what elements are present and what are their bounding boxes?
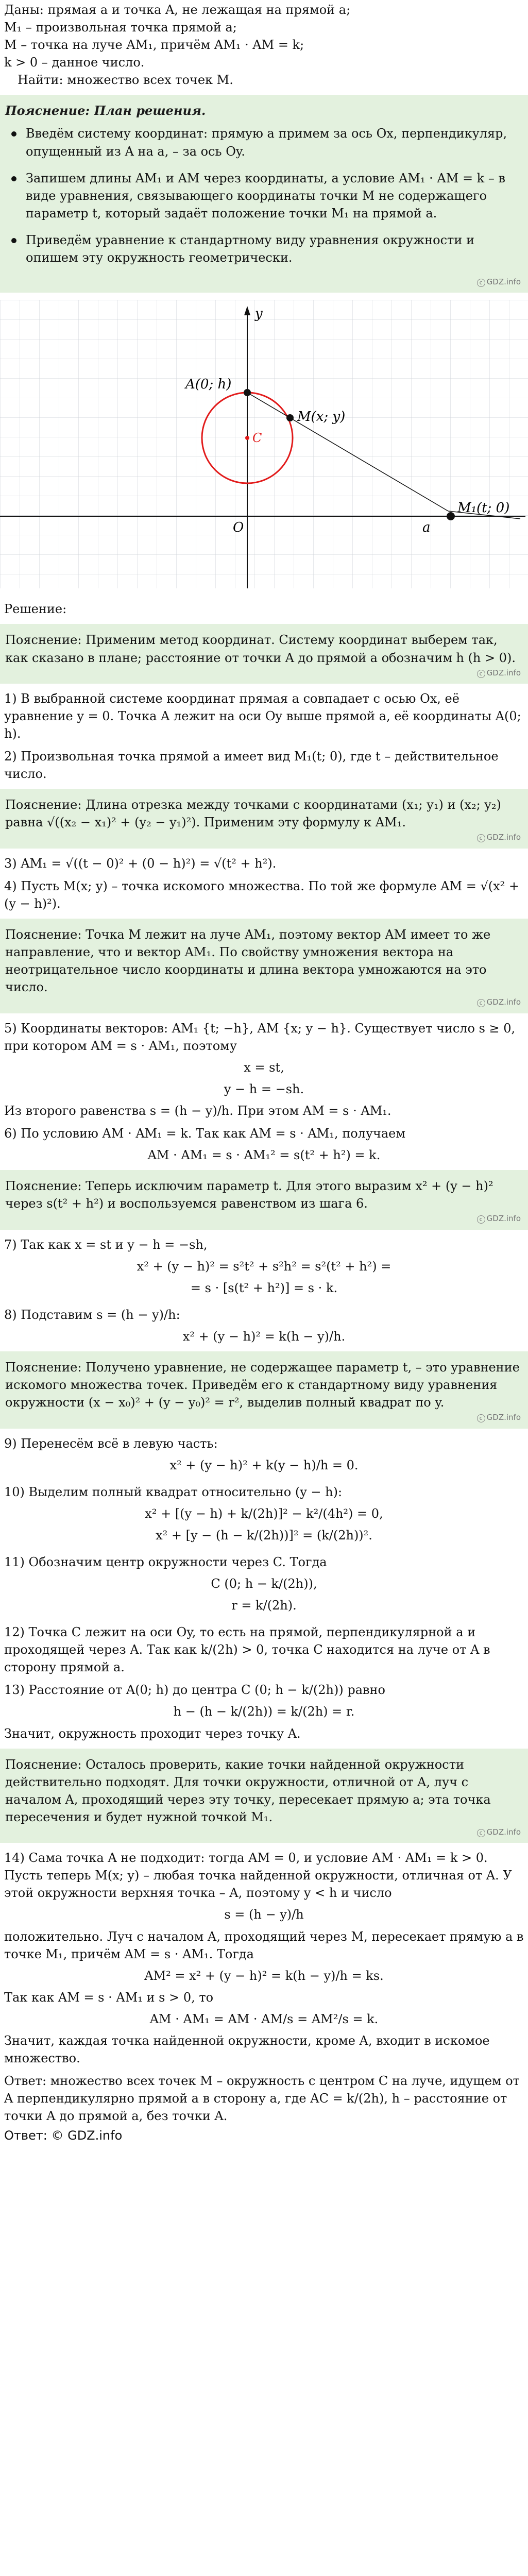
label-y: y	[255, 306, 263, 322]
label-m: M(x; y)	[297, 409, 346, 425]
step-14-e: Значит, каждая точка найденной окружности, кроме A, входит в искомое множество.	[4, 2033, 490, 2066]
gdz-watermark: c GDZ.info	[5, 831, 523, 845]
step-5: 5) Координаты векторов: AM₁ {t; −h}, AM {x; y − h}. Существует число s ≥ 0, при котором AM = s · AM₁, поэтому	[4, 1021, 516, 1053]
explanation-box-5	[0, 1351, 528, 1429]
explanation-4-text: Пояснение: Теперь исключим параметр t. Для этого выразим x² + (y − h)² через s(t² + h²) и воспользуемся равенством из шага 6.	[5, 1179, 493, 1211]
step-1: 1) В выбранной системе координат прямая a совпадает с осью Ox, её уравнение y = 0. Точка A лежит на оси Oy выше прямой a, её координаты A(0; h).	[4, 691, 521, 741]
plan-item-2: Запишем длины AM₁ и AM через координаты, а условие AM₁ · AM = k – в виде уравнения, связывающего координаты точки M не содержащего параметр t, который задаёт положение точки M₁ на прямой a.	[5, 170, 523, 222]
point-a	[244, 389, 251, 396]
step-14-eq-2: AM² = x² + (y − h)² = k(h − y)/h = ks.	[144, 1968, 384, 1983]
step-13-eq: h − (h − k/(2h)) = k/(2h) = r.	[173, 1704, 355, 1719]
step-7: 7) Так как x = st и y − h = −sh,	[4, 1237, 208, 1252]
point-m	[286, 414, 294, 421]
step-5-cont: Из второго равенства s = (h − y)/h. При этом AM = s · AM₁.	[4, 1103, 391, 1118]
step-8-eq: x² + (y − h)² = k(h − y)/h.	[182, 1329, 346, 1344]
label-c: C	[252, 431, 262, 446]
step-8: 8) Подставим s = (h − y)/h:	[4, 1307, 180, 1322]
plan-list	[5, 125, 523, 266]
explanation-5-text: Пояснение: Получено уравнение, не содержащее параметр t, – это уравнение искомого множества точек. Приведём его к стандартному виду уравнения окружности (x − x₀)² + (y − y₀)² = r², выделив полный квадрат по y.	[5, 1360, 520, 1410]
step-10: 10) Выделим полный квадрат относительно (y − h):	[4, 1484, 343, 1499]
step-11: 11) Обозначим центр окружности через C. Тогда	[4, 1554, 327, 1569]
given-line-1: Даны: прямая a и точка A, не лежащая на прямой a;	[4, 3, 351, 17]
label-a-line: a	[422, 520, 431, 536]
step-12: 12) Точка C лежит на оси Oy, то есть на прямой, перпендикулярной a и проходящей через A. Так как k/(2h) > 0, точка C находится на луче от A в сторону прямой a.	[4, 1625, 490, 1675]
label-m1: M₁(t; 0)	[457, 500, 510, 516]
find-line: Найти: множество всех точек M.	[18, 73, 233, 88]
step-13-cont: Значит, окружность проходит через точку A.	[4, 1726, 301, 1741]
step-11-eq-1: C (0; h − k/(2h)),	[211, 1577, 317, 1591]
step-10-eq-2: x² + [y − (h − k/(2h))]² = (k/(2h))².	[156, 1528, 372, 1543]
graph-svg	[0, 300, 528, 588]
plan-item-1: Введём систему координат: прямую a примем за ось Ox, перпендикуляр, опущенный из A на a, – за ось Oy.	[5, 125, 523, 160]
step-14: 14) Сама точка A не подходит: тогда AM = 0, и условие AM · AM₁ = k > 0.	[4, 1851, 488, 1866]
gdz-watermark: c GDZ.info	[5, 1826, 523, 1840]
step-9: 9) Перенесём всё в левую часть:	[4, 1436, 218, 1451]
step-3: 3) AM₁ = √((t − 0)² + (0 − h)²) = √(t² + h²).	[4, 856, 277, 871]
explanation-2-text: Пояснение: Длина отрезка между точками с координатами (x₁; y₁) и (x₂; y₂) равна √((x₂ − x₁)² + (y₂ − y₁)²). Применим эту формулу к AM₁.	[5, 798, 501, 830]
explanation-box-6	[0, 1749, 528, 1843]
step-6-eq: AM · AM₁ = s · AM₁² = s(t² + h²) = k.	[147, 1148, 381, 1163]
given-line-3: M – точка на луче AM₁, причём AM₁ · AM = k;	[4, 38, 304, 53]
gdz-watermark: c GDZ.info	[5, 1411, 523, 1425]
explanation-box-4	[0, 1170, 528, 1229]
plan-item-3: Приведём уравнение к стандартному виду уравнения окружности и опишем эту окружность геометрически.	[5, 231, 523, 266]
answer: Ответ: множество всех точек M – окружность с центром C на луче, идущем от A перпендикулярно прямой a в сторону a, где AC = k/(2h), h – расстояние от точки A до прямой a, без точки A.	[4, 2074, 520, 2124]
gdz-watermark: c GDZ.info	[5, 276, 523, 290]
plan-box	[0, 95, 528, 293]
gdz-watermark: c GDZ.info	[5, 1212, 523, 1226]
given-line-2: M₁ – произвольная точка прямой a;	[4, 20, 237, 35]
coordinate-graph	[0, 300, 528, 593]
step-2: 2) Произвольная точка прямой a имеет вид M₁(t; 0), где t – действительное число.	[4, 749, 499, 782]
label-o: O	[233, 520, 244, 536]
step-6: 6) По условию AM · AM₁ = k. Так как AM = s · AM₁, получаем	[4, 1126, 406, 1141]
step-14-eq-1: s = (h − y)/h	[224, 1907, 304, 1922]
footer-copyright: Ответ: © GDZ.info	[4, 2128, 123, 2143]
explanation-6-text: Пояснение: Осталось проверить, какие точки найденной окружности действительно подходят. Для точки окружности, отличной от A, луч с началом A, проходящий через эту точку, пересекает прямую a; эта точка пересечения и будет нужной точкой M₁.	[5, 1757, 491, 1824]
point-c	[245, 436, 249, 440]
step-9-eq: x² + (y − h)² + k(y − h)/h = 0.	[169, 1458, 359, 1472]
grid-background	[0, 300, 528, 588]
gdz-watermark: c GDZ.info	[5, 996, 523, 1010]
step-14-d: Так как AM = s · AM₁ и s > 0, то	[4, 1990, 214, 2005]
explanation-box-1	[0, 624, 528, 683]
step-7-eq-2: = s · [s(t² + h²)] = s · k.	[190, 1280, 338, 1295]
step-11-eq-2: r = k/(2h).	[231, 1598, 297, 1613]
plan-title: Пояснение: План решения.	[5, 103, 206, 118]
step-7-eq-1: x² + (y − h)² = s²t² + s²h² = s²(t² + h²) =	[137, 1259, 391, 1274]
explanation-1-text: Пояснение: Применим метод координат. Систему координат выберем так, как сказано в плане; расстояние от точки A до прямой a обозначим h (h > 0).	[5, 633, 516, 665]
explanation-box-3	[0, 919, 528, 1013]
given-line-4: k > 0 – данное число.	[4, 55, 145, 70]
step-14-eq-3: AM · AM₁ = AM · AM/s = AM²/s = k.	[149, 2011, 379, 2026]
step-14-b: Пусть теперь M(x; y) – любая точка найденной окружности, отличная от A. У этой окружности верхняя точка – A, поэтому y < h и число	[4, 1868, 512, 1901]
step-10-eq-1: x² + [(y − h) + k/(2h)]² − k²/(4h²) = 0,	[145, 1506, 383, 1521]
solution-heading: Решение:	[4, 602, 67, 617]
gdz-watermark: c GDZ.info	[5, 667, 523, 681]
explanation-box-2	[0, 789, 528, 848]
step-5-eq-2: y − h = −sh.	[224, 1081, 304, 1096]
step-13: 13) Расстояние от A(0; h) до центра C (0; h − k/(2h)) равно	[4, 1683, 385, 1698]
explanation-3-text: Пояснение: Точка M лежит на луче AM₁, поэтому вектор AM имеет то же направление, что и вектор AM₁. По свойству умножения вектора на неотрицательное число координаты и длина вектора умножаются на это число.	[5, 927, 491, 995]
step-5-eq-1: x = st,	[244, 1060, 284, 1075]
step-14-c: положительно. Луч с началом A, проходящий через M, пересекает прямую a в точке M₁, причём AM = s · AM₁. Тогда	[4, 1929, 524, 1961]
label-a: A(0; h)	[185, 377, 232, 393]
problem-statement	[0, 0, 528, 89]
point-m1	[447, 512, 455, 520]
step-4: 4) Пусть M(x; y) – точка искомого множества. По той же формуле AM = √(x² + (y − h)²).	[4, 878, 520, 911]
